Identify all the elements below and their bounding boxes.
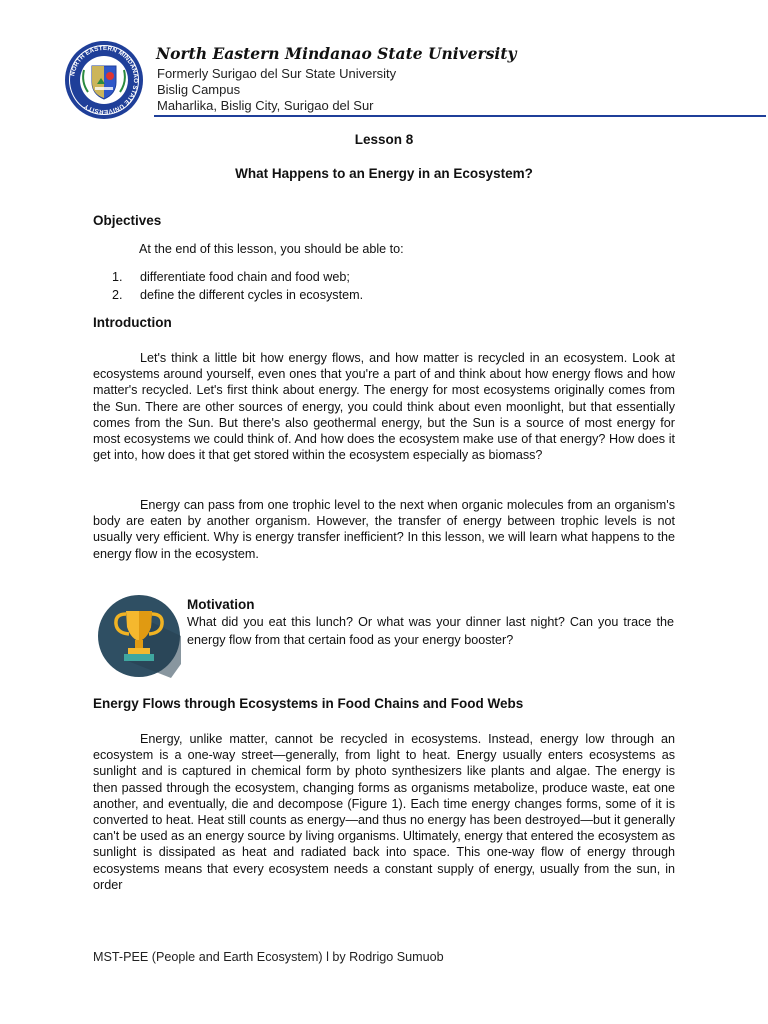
lesson-title: What Happens to an Energy in an Ecosystem? [235, 166, 533, 181]
introduction-paragraph-2: Energy can pass from one trophic level to the next when organic molecules from an organism's body are eaten by another organism. However, the transfer of energy between trophic levels is not usually very efficient. Why is energy transfer inefficient? In this lesson, we will learn what happens to the energy flow in the ecosystem. [93, 498, 675, 561]
document-header [64, 40, 704, 120]
objective-item [112, 270, 350, 284]
motivation-heading: Motivation [187, 597, 255, 612]
energy-section-heading: Energy Flows through Ecosystems in Food Chains and Food Webs [93, 696, 524, 711]
objective-number: 2. [112, 288, 123, 302]
objective-text: define the different cycles in ecosystem. [140, 288, 364, 302]
university-seal-icon [64, 40, 144, 120]
introduction-heading: Introduction [93, 315, 172, 330]
address-line: Maharlika, Bislig City, Surigao del Sur [157, 98, 374, 113]
objectives-intro: At the end of this lesson, you should be able to: [139, 242, 404, 256]
energy-section-paragraph: Energy, unlike matter, cannot be recycled in ecosystems. Instead, energy low through an ecosystem is a one-way street—generally, from light to heat. Energy usually enters ecosystems as sunlight and is captured in chemical form by photo synthesizers like plants and algae. The energy is then passed through the ecosystem, changing forms as organisms metabolize, produce waste, eat one another, and eventually, die and decompose (Figure 1). Each time energy changes forms, some of it is converted to heat. Heat still counts as energy—and thus no energy has been destroyed—but it generally can't be used as an energy source by living organisms. Ultimately, energy that entered the ecosystem as sunlight is dissipated as heat and radiated back into space. This one-way flow of energy through ecosystems means that every ecosystem needs a constant supply of energy, usually from the sun, in order [93, 732, 675, 892]
svg-text:NORTH EASTERN MINDANAO STATE U: NORTH EASTERN MINDANAO STATE UNIVERSITY [69, 44, 140, 116]
university-name: North Eastern Mindanao State University [156, 44, 517, 63]
objective-number: 1. [112, 270, 123, 284]
formerly-line: Formerly Surigao del Sur State University [157, 66, 397, 81]
objectives-heading: Objectives [93, 213, 162, 228]
introduction-paragraph-1: Let's think a little bit how energy flows, and how matter is recycled in an ecosystem. Look at ecosystems around yourself, even ones that you're a part of and think about how energy flows and how matter's recycled. Let's first think about energy. The energy for most ecosystems originally comes from the Sun. There are other sources of energy, you could think about even moonlight, but that essentially comes from the Sun. But there's also geothermal energy, but the Sun is a source of most energy for most ecosystems we could think of. And how does the ecosystem make use of that energy? How does it get into, how does it that get stored within the ecosystem especially as biomass? [93, 351, 675, 463]
motivation-text: What did you eat this lunch? Or what was your dinner last night? Can you trace the energy flow from that certain food as your energy booster? [187, 615, 674, 647]
header-divider [154, 115, 766, 117]
lesson-number: Lesson 8 [354, 132, 414, 147]
trophy-icon [97, 594, 181, 678]
campus-line: Bislig Campus [157, 82, 241, 97]
page-footer: MST-PEE (People and Earth Ecosystem) l by Rodrigo Sumuob [93, 950, 444, 964]
objective-text: differentiate food chain and food web; [140, 270, 350, 284]
objective-item [112, 288, 363, 302]
